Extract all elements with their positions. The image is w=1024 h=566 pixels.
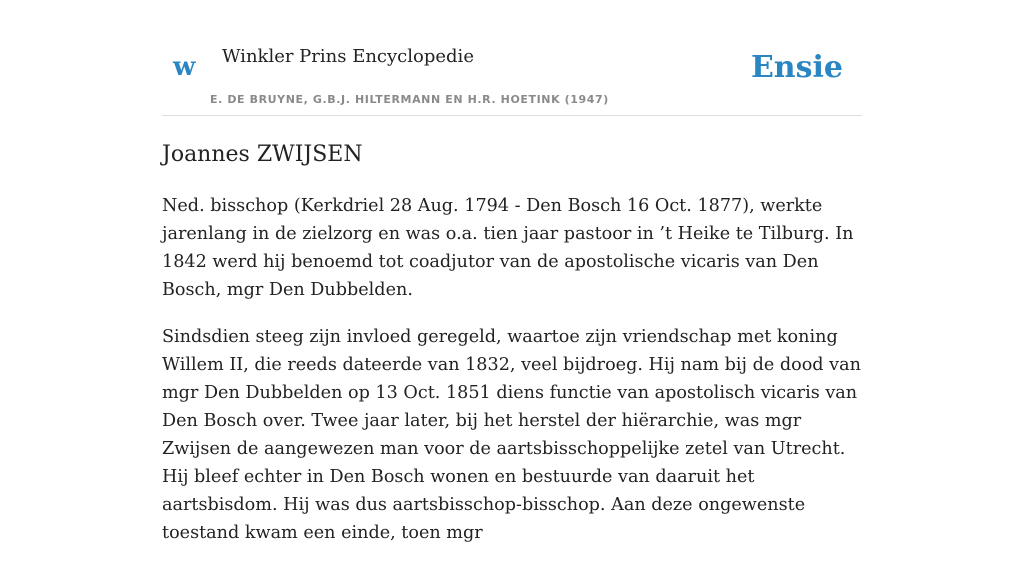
article-title: Joannes ZWIJSEN — [162, 142, 363, 167]
source-authors: E. DE BRUYNE, G.B.J. HILTERMANN EN H.R. HOETINK (1947) — [210, 93, 609, 106]
ensie-logo-link[interactable]: Ensie — [750, 50, 843, 85]
winkler-prins-logo[interactable]: w — [173, 52, 196, 82]
site-header — [162, 40, 862, 116]
article — [162, 139, 866, 566]
site-title: Winkler Prins Encyclopedie — [222, 46, 474, 67]
article-paragraph: Sindsdien steeg zijn invloed geregeld, waartoe zijn vriendschap met koning Willem II, die reeds dateerde van 1832, veel bijdroeg. Hij nam bij de dood van mgr Den Dubbelden op 13 Oct. 1851 diens functie van apostolisch vicaris van Den Bosch over. Twee jaar later, bij het herstel der hiërarchie, was mgr Zwijsen de aangewezen man voor de aartsbisschoppelijke zetel van Utrecht. Hij bleef echter in Den Bosch wonen en bestuurde van daaruit het aartsbisdom. Hij was dus aartsbisschop-bisschop. Aan deze ongewenste toestand kwam een einde, toen mgr — [162, 327, 861, 543]
article-paragraph: Ned. bisschop (Kerkdriel 28 Aug. 1794 - Den Bosch 16 Oct. 1877), werkte jarenlang in de zielzorg en was o.a. tien jaar pastoor in ’t Heike te Tilburg. In 1842 werd hij benoemd tot coadjutor van de apostolische vicaris van Den Bosch, mgr Den Dubbelden. — [162, 196, 854, 300]
